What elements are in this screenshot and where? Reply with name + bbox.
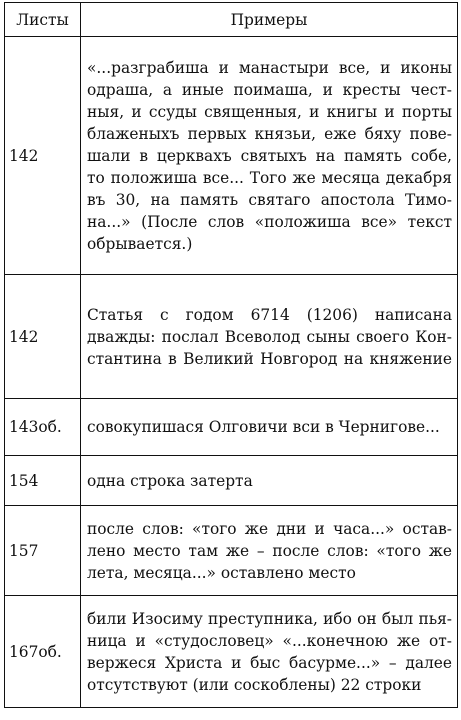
text-line: одраша, а иные поимаша, и кресты чест- <box>87 80 452 99</box>
text-line: Статья с годом 6714 (1206) написана <box>87 305 452 324</box>
example-cell <box>81 456 458 506</box>
header-sheets: Листы <box>5 3 81 37</box>
text-line: вержеся Христа и быс басурме...» – далее <box>87 653 452 672</box>
header-examples: Примеры <box>81 3 458 37</box>
text-line: блаженыхъ первых князьи, еже бяху пове- <box>87 124 452 143</box>
text-line: ныя, и ссуды священныя, и книгы и порты <box>87 102 452 121</box>
text-line: обрывается.) <box>87 234 193 253</box>
text-line: лено место там же – после слов: «того же <box>87 541 452 560</box>
table-row <box>5 456 458 506</box>
text-line: отсутствуют (или соскоблены) 22 строки <box>87 675 422 694</box>
example-cell <box>81 596 458 708</box>
table-row <box>5 275 458 399</box>
sheet-cell: 157 <box>5 506 81 596</box>
example-cell <box>81 506 458 596</box>
sheet-cell: 143об. <box>5 399 81 456</box>
sheet-cell: 154 <box>5 456 81 506</box>
text-line: стантина в Великий Новгород на княжение <box>87 349 452 368</box>
text-line: били Изосиму преступника, ибо он был пья- <box>87 609 452 628</box>
sheet-cell: 167об. <box>5 596 81 708</box>
text-line: лета, месяца...» оставлено место <box>87 563 356 582</box>
text-line: шали в церквахъ святыхъ на память собе, <box>87 146 452 165</box>
text-line: одна строка затерта <box>87 471 253 490</box>
table-row <box>5 596 458 708</box>
text-line: совокупишася Олговичи вси в Чернигове... <box>87 418 440 436</box>
text-line: «...разграбиша и манастыри все, и иконы <box>87 58 452 77</box>
text-line: после слов: «того же дни и часа...» остав- <box>87 519 452 538</box>
text-line: въ 30, на память святаго апостола Тимо- <box>87 190 452 209</box>
table-row <box>5 399 458 456</box>
text-line: ница и «студословец» «...конечною же от- <box>87 631 452 650</box>
text-line: то положиша все... Того же месяца декабря <box>87 168 452 187</box>
example-cell <box>81 399 458 456</box>
example-cell <box>81 37 458 275</box>
text-line: дважды: послал Всеволод сыны своего Кон- <box>87 327 452 346</box>
table-row <box>5 37 458 275</box>
example-cell <box>81 275 458 399</box>
header-row <box>5 3 458 37</box>
sheet-cell: 142 <box>5 37 81 275</box>
manuscript-table <box>4 2 458 708</box>
table-row <box>5 506 458 596</box>
sheet-cell: 142 <box>5 275 81 399</box>
text-line: на...» (После слов «положиша все» текст <box>87 212 452 231</box>
